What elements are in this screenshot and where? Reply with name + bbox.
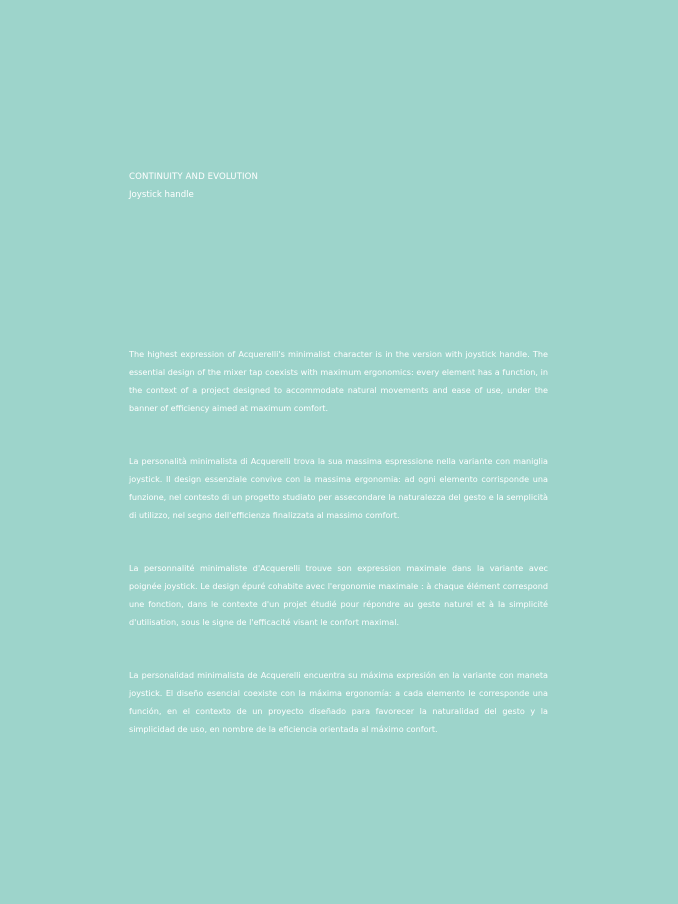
section-title: CONTINUITY AND EVOLUTION	[129, 172, 259, 182]
paragraph-italian: La personalità minimalista di Acquerelli trova la sua massima espressione nella variante con maniglia joystick. Il design essenziale convive con la massima ergonomia: ad ogni elemento corrisponde una funzione, nel contesto di un progetto studiato per assecondare la naturalezza del gesto e la semplicità di utilizzo, nel segno dell'efficienza finalizzata al massimo comfort.	[129, 456, 548, 520]
paragraph-spanish: La personalidad minimalista de Acquerelli encuentra su máxima expresión en la variante con maneta joystick. El diseño esencial coexiste con la máxima ergonomía: a cada elemento le corresponde una función, en el contexto de un proyecto diseñado para favorecer la naturalidad del gesto y la simplicidad de uso, en nombre de la eficiencia orientada al máximo confort.	[129, 670, 548, 734]
section-subtitle: Joystick handle	[129, 190, 194, 200]
paragraph-english: The highest expression of Acquerelli's minimalist character is in the version with joystick handle. The essential design of the mixer tap coexists with maximum ergonomics: every element has a function, in the context of a project designed to accommodate natural movements and ease of use, under the banner of efficiency aimed at maximum comfort.	[129, 349, 548, 413]
heading-block	[129, 168, 549, 204]
paragraph-french: La personnalité minimaliste d'Acquerelli trouve son expression maximale dans la variante avec poignée joystick. Le design épuré cohabite avec l'ergonomie maximale : à chaque élément correspond une fonction, dans le contexte d'un projet étudié pour répondre au geste naturel et à la simplicité d'utilisation, sous le signe de l'efficacité visant le confort maximal.	[129, 563, 548, 627]
